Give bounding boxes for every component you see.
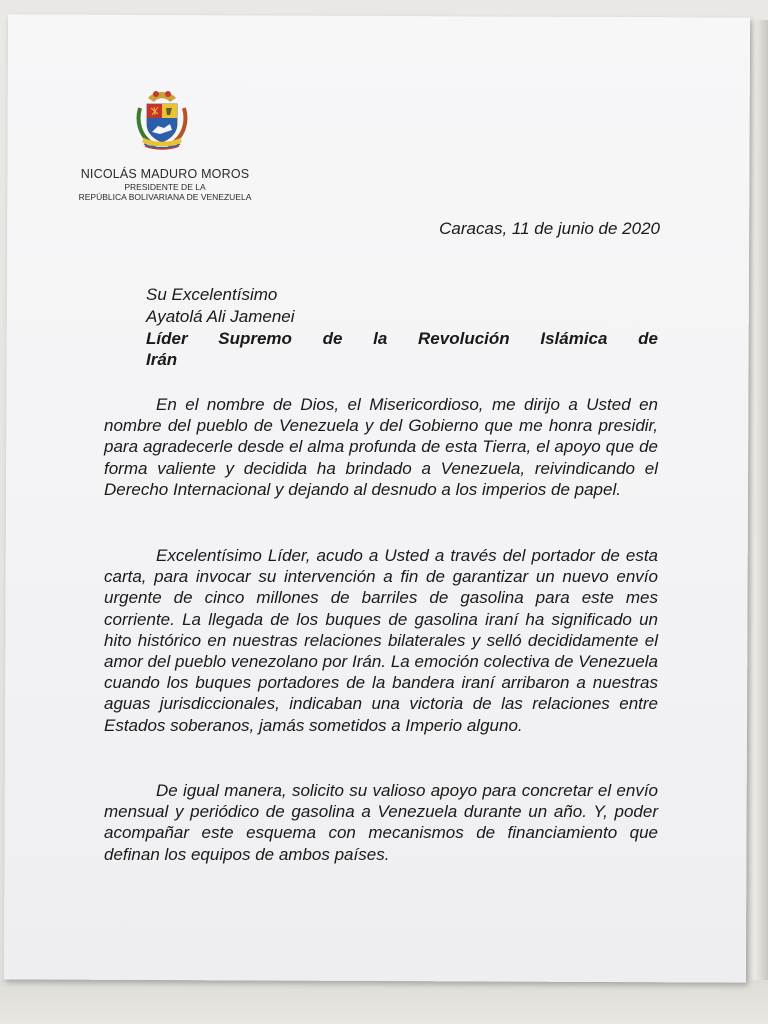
coat-of-arms-icon	[134, 88, 190, 150]
addressee-country: Irán	[146, 350, 178, 369]
letterhead	[60, 167, 270, 202]
background-bottom	[0, 980, 768, 1024]
addressee-salutation: Su Excelentísimo	[146, 285, 278, 304]
addressee-title: Líder Supremo de la Revolución Islámica de	[146, 329, 658, 348]
body-paragraph-2: Excelentísimo Líder, acudo a Usted a través del portador de esta carta, para invocar su intervención a fin de garantizar un nuevo envío urgente de cinco millones de barriles de gasolina para este mes corriente. La llegada de los buques de gasolina iraní ha significado un hito histórico en nuestras relaciones bilaterales y selló decididamente el amor del pueblo venezolano por Irán. La emoción colectiva de Venezuela cuando los buques portadores de la bandera iraní arribaron a nuestras aguas jurisdiccionales, indicaban una victoria de las relaciones entre Estados soberanos, jamás sometidos a Imperio alguno.	[104, 546, 658, 735]
letter-date: Caracas, 11 de junio de 2020	[439, 219, 660, 238]
sender-title-line2: REPÚBLICA BOLIVARIANA DE VENEZUELA	[78, 192, 252, 202]
sender-title-line1: PRESIDENTE DE LA	[124, 182, 206, 192]
addressee-name: Ayatolá Ali Jamenei	[146, 307, 295, 326]
body-paragraph-3: De igual manera, solicito su valioso apoyo para concretar el envío mensual y periódico de gasolina a Venezuela durante un año. Y, poder acompañar este esquema con mecanismos de financiamiento que definan los equipos de ambos países.	[104, 781, 658, 864]
sender-name: NICOLÁS MADURO MOROS	[80, 167, 250, 181]
body-paragraph-1: En el nombre de Dios, el Misericordioso, me dirijo a Usted en nombre del pueblo de Venezuela y del Gobierno que me honra presidir, para agradecerle desde el alma profunda de esta Tierra, el apoyo que de forma valiente y decidida ha brindado a Venezuela, reivindicando el Derecho Internacional y dejando al desnudo a los imperios de papel.	[104, 395, 658, 499]
